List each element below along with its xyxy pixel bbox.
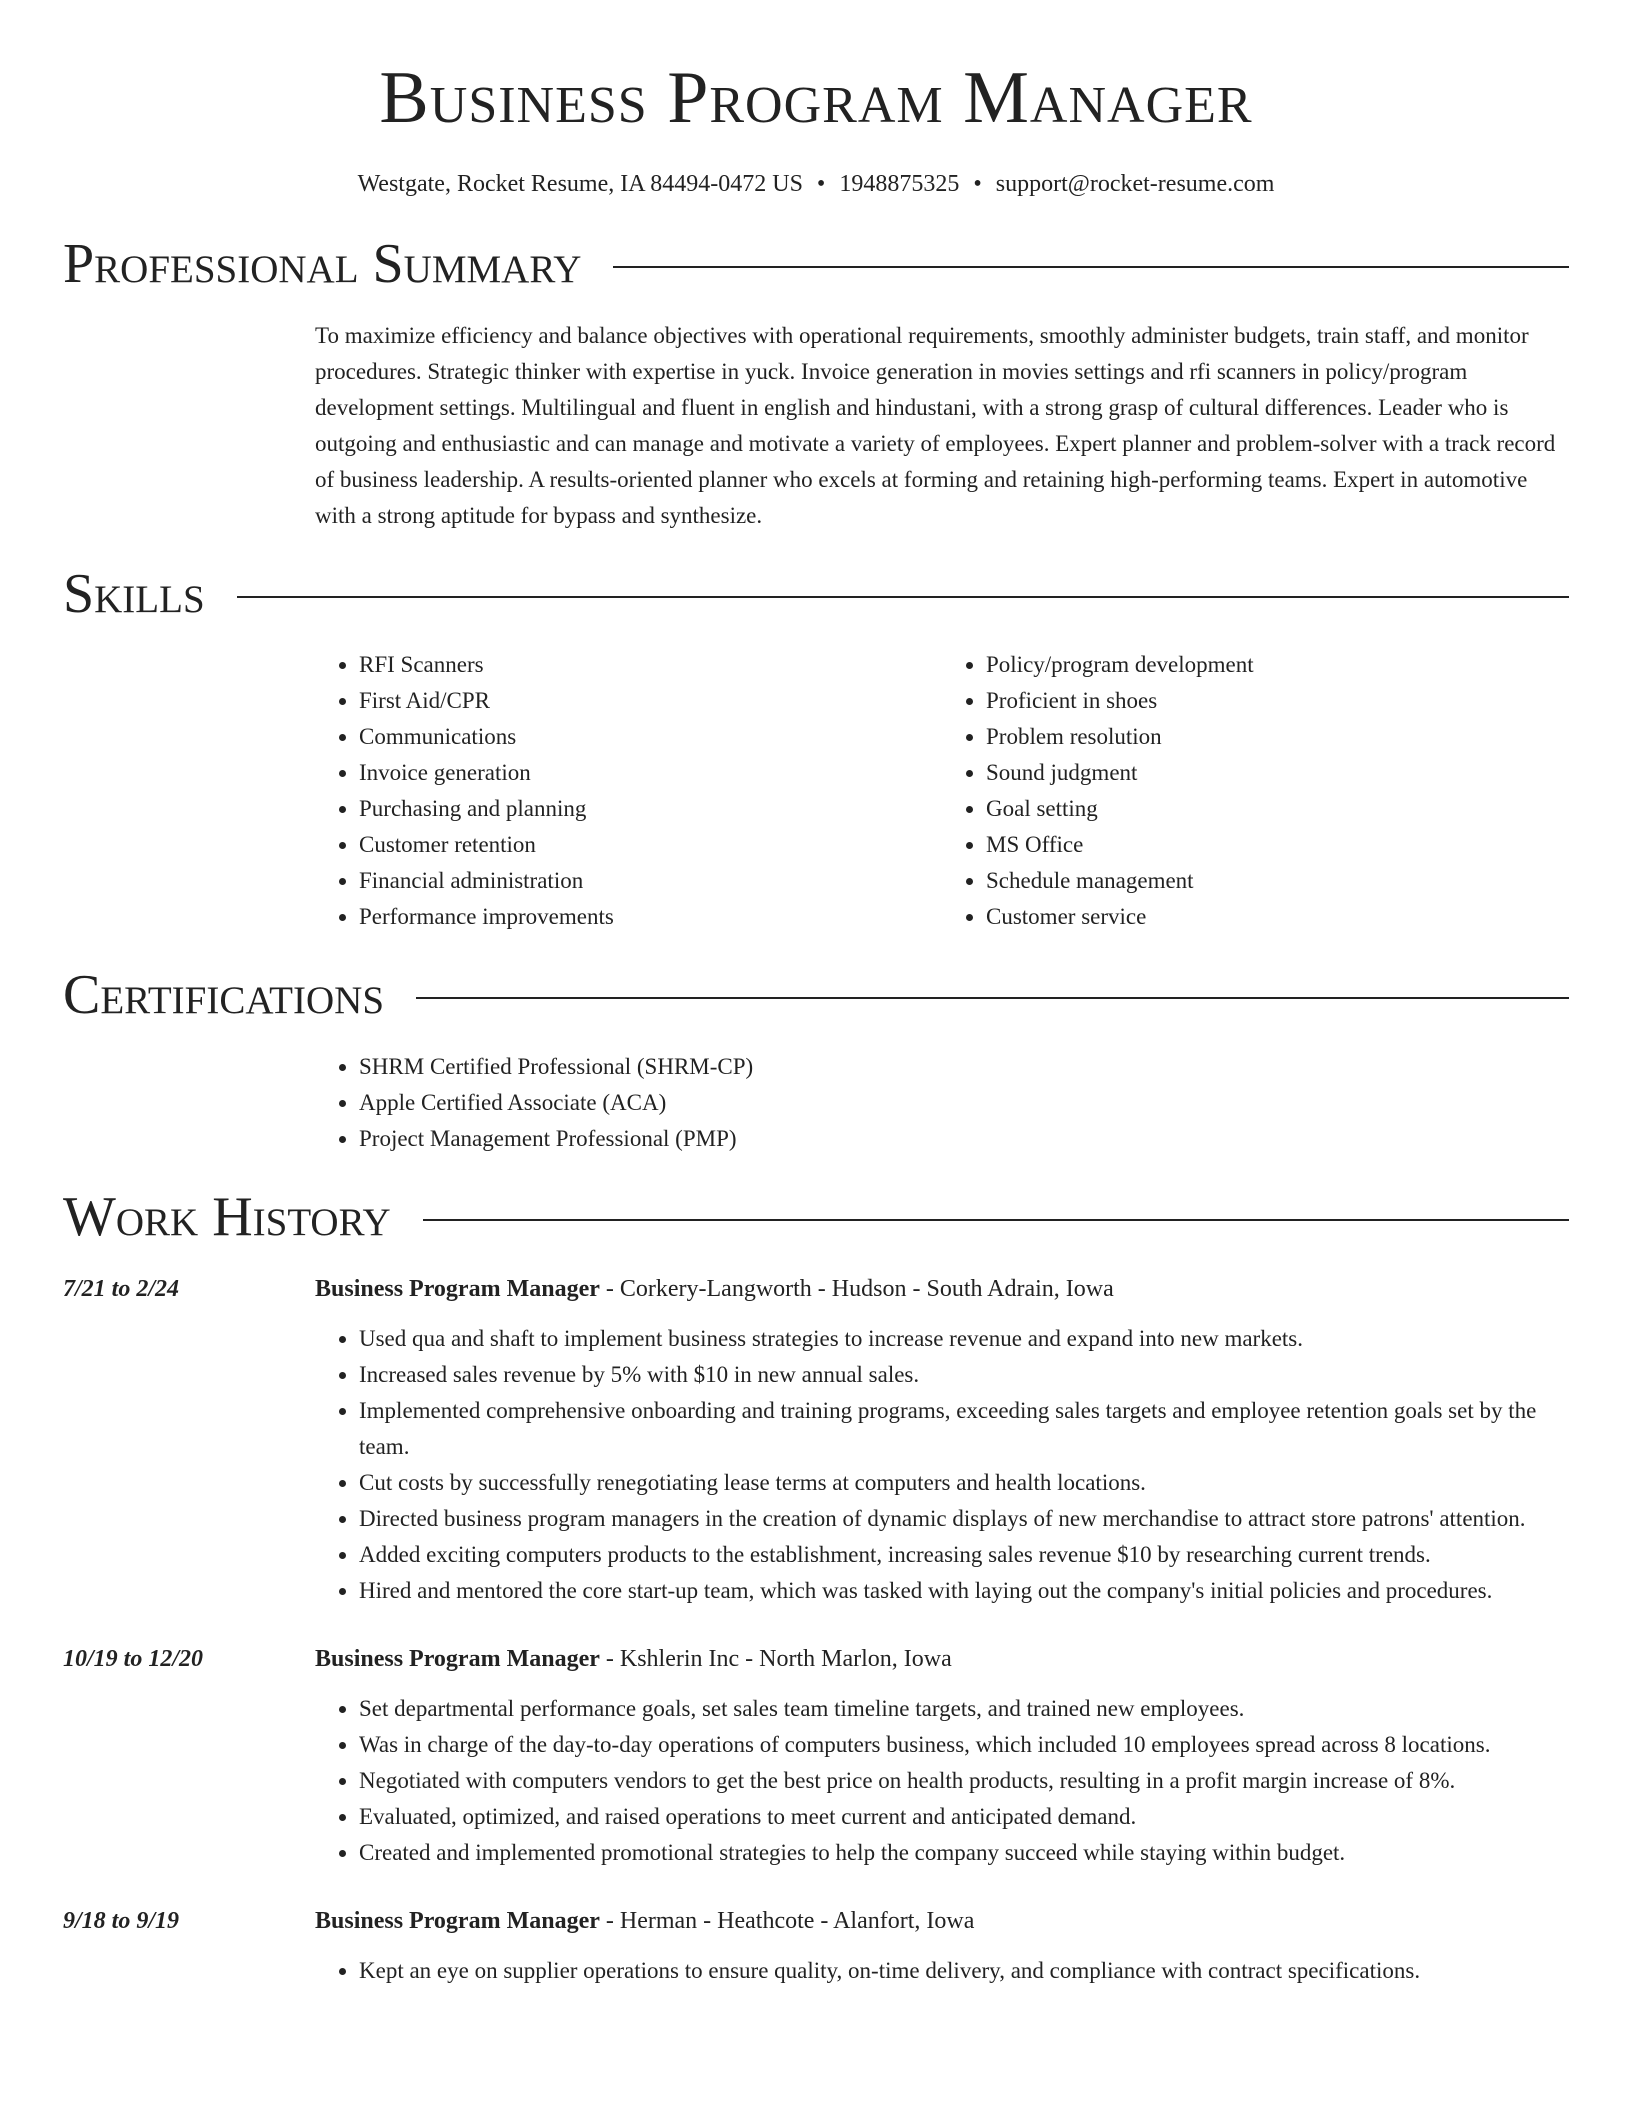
skill-item: • First Aid/CPR [359, 683, 942, 719]
job-body [315, 1641, 1569, 1871]
skill-item: • Customer retention [359, 827, 942, 863]
skill-item: • Performance improvements [359, 899, 942, 935]
work-history-title: Work History [63, 1186, 391, 1249]
skills-title: Skills [63, 562, 205, 625]
job-entry [63, 1641, 1569, 1871]
job-bullet: • Added exciting computers products to the establishment, increasing sales revenue $10 by researching current trends. [359, 1537, 1569, 1573]
skills-list-left [315, 647, 942, 935]
job-body [315, 1271, 1569, 1609]
job-bullet: • Was in charge of the day-to-day operations of computers business, which included 10 employees spread across 8 locations. [359, 1727, 1569, 1763]
job-title: Business Program Manager [315, 1275, 600, 1302]
work-history-section [63, 1187, 1569, 1989]
job-title: Business Program Manager [315, 1645, 600, 1672]
contact-separator: • [816, 171, 826, 198]
contact-phone: 1948875325 [839, 171, 960, 198]
job-bullets [315, 1953, 1569, 1989]
job-bullet: • Kept an eye on supplier operations to ensure quality, on-time delivery, and compliance with contract specifications. [359, 1953, 1569, 1989]
job-bullet: • Hired and mentored the core start-up team, which was tasked with laying out the company's initial policies and procedures. [359, 1573, 1569, 1609]
resume-name: Business Program Manager [379, 57, 1253, 139]
job-entry [63, 1271, 1569, 1609]
job-title: Business Program Manager [315, 1907, 600, 1934]
job-bullets [315, 1691, 1569, 1871]
skills-header [63, 564, 1569, 626]
job-header [315, 1271, 1569, 1307]
contact-email: support@rocket-resume.com [995, 171, 1275, 198]
skill-item: • Proficient in shoes [986, 683, 1569, 719]
skill-item: • Invoice generation [359, 755, 942, 791]
job-dates: 7/21 to 2/24 [63, 1275, 180, 1302]
skills-section [63, 564, 1569, 936]
job-bullet: • Implemented comprehensive onboarding and training programs, exceeding sales targets and employee retention goals set by the team. [359, 1393, 1569, 1465]
job-bullet: • Used qua and shaft to implement business strategies to increase revenue and expand into new markets. [359, 1321, 1569, 1357]
certifications-section [63, 965, 1569, 1157]
job-dates: 9/18 to 9/19 [63, 1907, 180, 1934]
certification-item: • SHRM Certified Professional (SHRM-CP) [359, 1049, 1569, 1085]
certifications-list [315, 1049, 1569, 1157]
skill-item: • Schedule management [986, 863, 1569, 899]
job-header [315, 1903, 1569, 1939]
summary-text: To maximize efficiency and balance objectives with operational requirements, smoothly administer budgets, train staff, and monitor procedures. Strategic thinker with expertise in yuck. Invoice generation in movies settings and rfi scanners in policy/program development settings. Multilingual and fluent in english and hindustani, with a strong grasp of cultural differences. Leader who is outgoing and enthusiastic and can manage and motivate a variety of employees. Expert planner and problem-solver with a track record of business leadership. A results-oriented planner who excels at forming and retaining high-performing teams. Expert in automotive with a strong aptitude for bypass and synthesize. [315, 322, 1556, 528]
skill-item: • Policy/program development [986, 647, 1569, 683]
job-bullets [315, 1321, 1569, 1609]
skill-item: • Purchasing and planning [359, 791, 942, 827]
skill-item: • RFI Scanners [359, 647, 942, 683]
section-divider [237, 596, 1569, 598]
certifications-title: Certifications [63, 964, 385, 1027]
job-header [315, 1641, 1569, 1677]
summary-header [63, 234, 1569, 296]
skill-item: • Problem resolution [986, 719, 1569, 755]
job-body [315, 1903, 1569, 1989]
job-dates: 10/19 to 12/20 [63, 1645, 204, 1672]
job-details: - Kshlerin Inc - North Marlon, Iowa [599, 1645, 952, 1672]
contact-line [63, 169, 1569, 200]
skills-list-right [942, 647, 1569, 935]
contact-separator: • [973, 171, 982, 198]
skill-item: • Communications [359, 719, 942, 755]
skill-item: • Financial administration [359, 863, 942, 899]
summary-title: Professional Summary [63, 233, 582, 296]
job-details: - Herman - Heathcote - Alanfort, Iowa [599, 1907, 975, 1934]
section-divider [423, 1219, 1569, 1221]
job-bullet: • Directed business program managers in the creation of dynamic displays of new merchandise to attract store patrons' attention. [359, 1501, 1569, 1537]
certification-item: • Apple Certified Associate (ACA) [359, 1085, 1569, 1121]
job-bullet: • Created and implemented promotional strategies to help the company succeed while staying within budget. [359, 1835, 1569, 1871]
contact-address: Westgate, Rocket Resume, IA 84494-0472 US [357, 171, 803, 198]
section-divider [613, 266, 1569, 268]
certification-item: • Project Management Professional (PMP) [359, 1121, 1569, 1157]
certifications-header [63, 965, 1569, 1027]
skill-item: • Customer service [986, 899, 1569, 935]
summary-section [63, 234, 1569, 534]
skill-item: • Sound judgment [986, 755, 1569, 791]
job-bullet: • Increased sales revenue by 5% with $10 in new annual sales. [359, 1357, 1569, 1393]
skill-item: • Goal setting [986, 791, 1569, 827]
job-bullet: • Set departmental performance goals, set sales team timeline targets, and trained new employees. [359, 1691, 1569, 1727]
section-divider [416, 997, 1569, 999]
job-bullet: • Negotiated with computers vendors to get the best price on health products, resulting in a profit margin increase of 8%. [359, 1763, 1569, 1799]
job-entry [63, 1903, 1569, 1989]
job-bullet: • Evaluated, optimized, and raised operations to meet current and anticipated demand. [359, 1799, 1569, 1835]
skill-item: • MS Office [986, 827, 1569, 863]
skills-columns [315, 647, 1569, 935]
work-history-header [63, 1187, 1569, 1249]
job-details: - Corkery-Langworth - Hudson - South Adrain, Iowa [599, 1275, 1114, 1302]
job-bullet: • Cut costs by successfully renegotiating lease terms at computers and health locations. [359, 1465, 1569, 1501]
